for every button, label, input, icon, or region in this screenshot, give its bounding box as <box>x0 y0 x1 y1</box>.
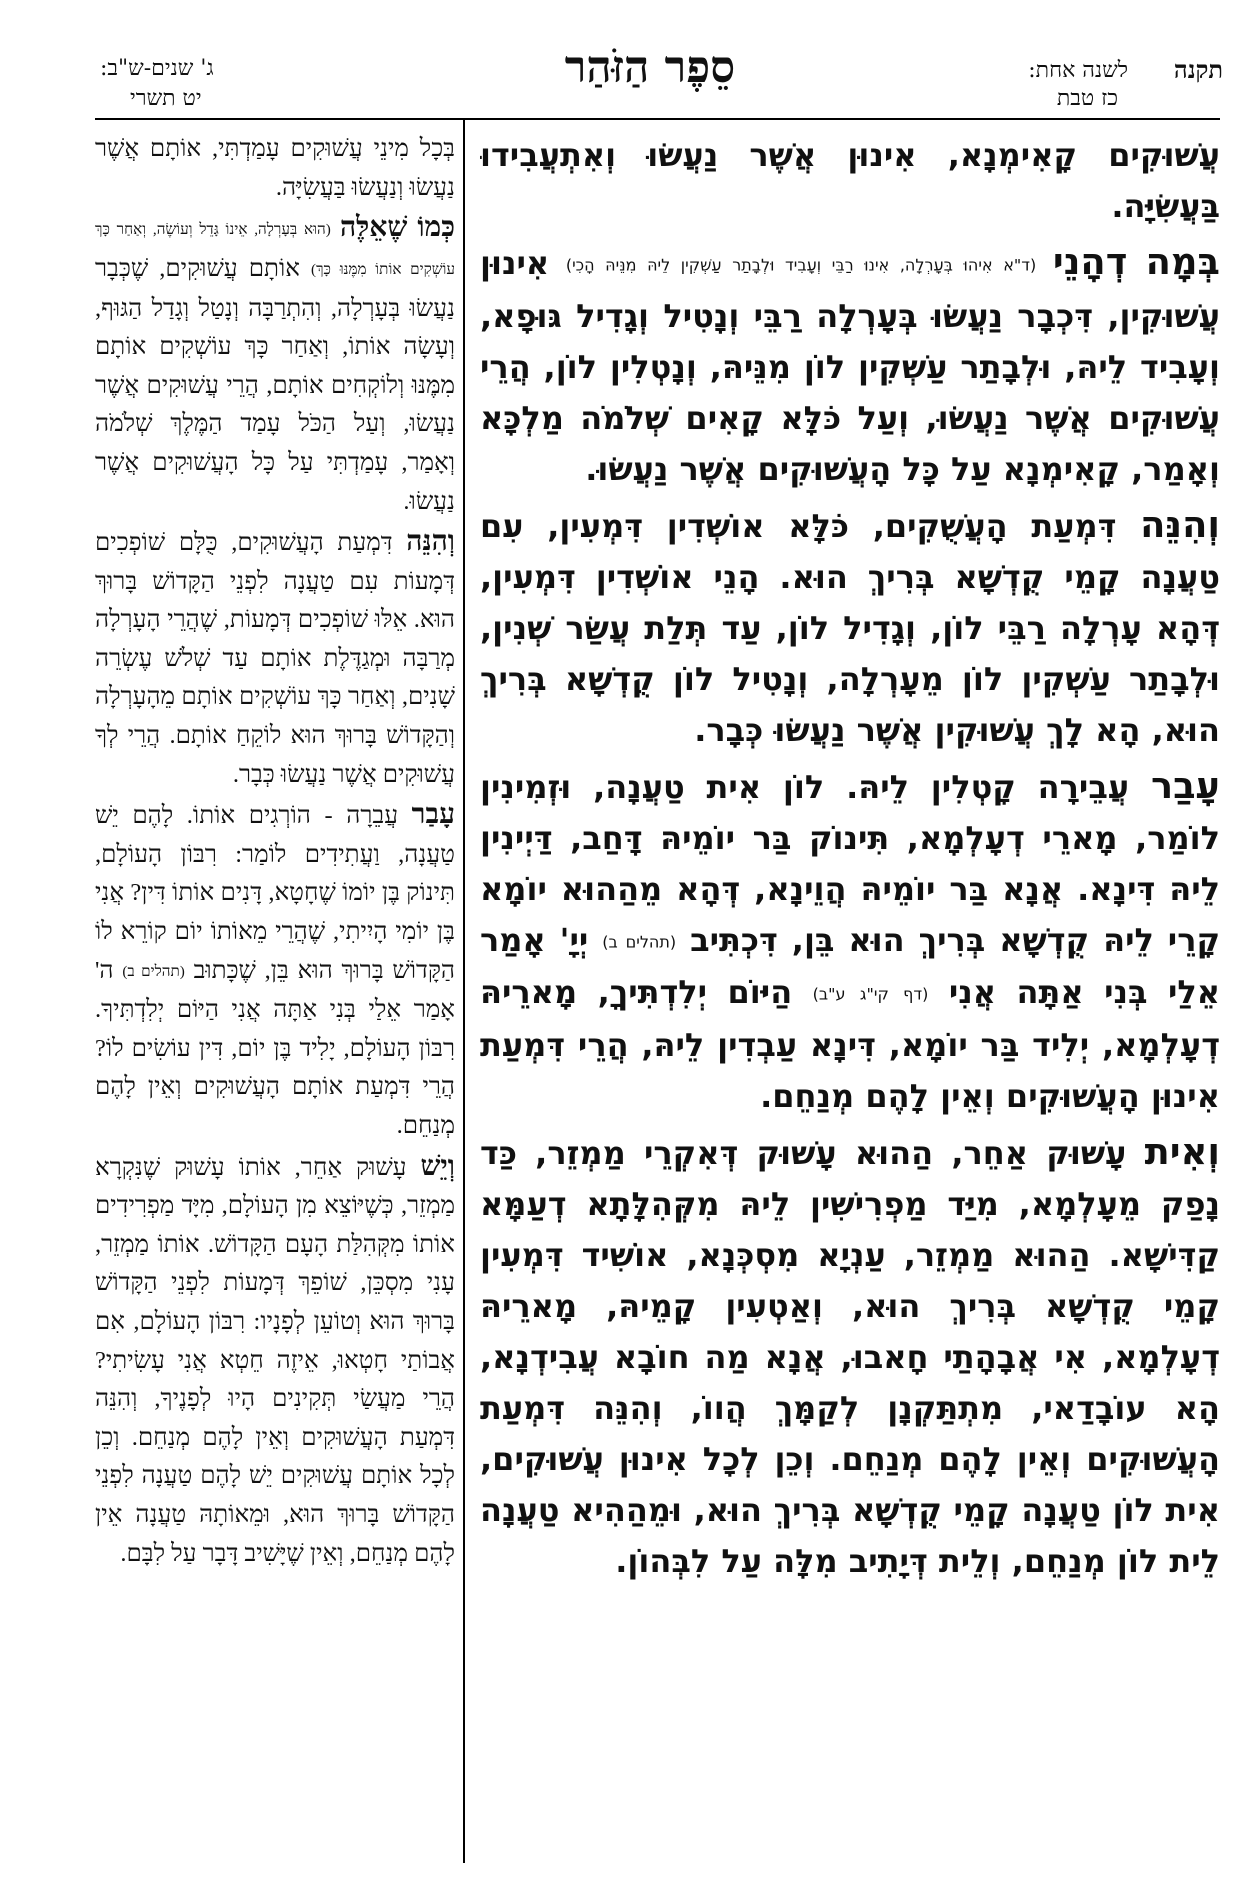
paragraph-text: עָשׁוּק אַחֵר, אוֹתוֹ עָשׁוּק שֶׁנִּקְרָא מַמְזֵר, כְּשֶׁיּוֹצֵא מִן הָעוֹלָם, מִיָּד מַפְרִידִים אוֹתוֹ מִקְּהִלַּת הָעָם הַקָּדוֹשׁ. אוֹתוֹ מַמְזֵר, עָנִי מִסְכֵּן, שׁוֹפֵךְ דְּמָעוֹת לִפְנֵי הַקָּדוֹשׁ בָּרוּךְ הוּא וְטוֹעֵן לְפָנָיו: רִבּוֹן הָעוֹלָם, אִם אֲבוֹתַי חָטְאוּ, אֵיזֶה חֵטְא אֲנִי עָשִׂיתִי? הֲרֵי מַעֲשַׂי תְּקִינִים הָיוּ לְפָנֶיךָ, וְהִנֵּה דִּמְעַת הָעֲשׁוּקִים וְאֵין לָהֶם מְנַחֵם. וְכֵן לְכָל אוֹתָם עֲשׁוּקִים יֵשׁ לָהֶם טַעֲנָה לִפְנֵי הַקָּדוֹשׁ בָּרוּךְ הוּא, וּמֵאוֹתָהּ טַעֲנָה אֵין לָהֶם מְנַחֵם, וְאֵין שֶׁיָּשִׁיב דָּבָר עַל לִבָּם. <box>95 1153 455 1567</box>
lead-word: בְּמָה דְהָנֵי <box>1052 240 1220 283</box>
column-divider <box>463 118 465 1863</box>
lead-word: כְּמוֹ שֶׁאֵלֶּה <box>339 212 455 244</box>
side-paragraph-1: בְּכָל מִינֵי עֲשׁוּקִים עָמַדְתִּי, אוֹתָם אֲשֶׁר נַעֲשׂוּ וְנַעֲשׂוּ בַּעֲשִׂיָּה. <box>95 135 455 201</box>
tikkun-label: תקנה <box>1173 55 1223 84</box>
paragraph-text: עֲבֵרָה - הוֹרְגִים אוֹתוֹ. לָהֶם יֵשׁ טַעֲנָה, וַעֲתִידִים לוֹמַר: רִבּוֹן הָעוֹלָם, תִּינוֹק בֶּן יוֹמוֹ שֶׁחָטָא, דָּנִים אוֹתוֹ דִּין? אֲנִי בֶּן יוֹמִי הָיִיתִי, שֶׁהֲרֵי מֵאוֹתוֹ יוֹם קוֹרֵא לוֹ הַקָּדוֹשׁ בָּרוּךְ הוּא בֵּן, שֶׁכָּתוּב <box>95 802 455 984</box>
header-divider <box>95 118 1220 120</box>
paragraph-text: ה' אָמַר אֵלַי בְּנִי אַתָּה אֲנִי הַיּוֹם יְלִדְתִּיךָ. רִבּוֹן הָעוֹלָם, יָלִיד בֶּן יוֹם, דִּין עוֹשִׂים לוֹ? הֲרֵי דִּמְעַת אוֹתָם הָעֲשׁוּקִים וְאֵין לָהֶם מְנַחֵם. <box>95 956 455 1140</box>
lead-word: וְהִנֵּה <box>1140 502 1220 546</box>
main-paragraph-2 <box>480 236 1220 495</box>
translation-column <box>95 130 455 1870</box>
lead-word: וְיֵשׁ <box>420 1150 455 1182</box>
lead-word: עָבַר <box>1150 763 1220 807</box>
paragraph-text: אִינוּן עֲשׁוּקִין, דִּכְבָר נַעֲשׂוּ בְּעָרְלָה רַבֵּי וְנָטִיל וְגָדִיל גּוּפָא, וְעָבִיד לֵיהּ, וּלְבָתַר עַשְׁקִין לוֹן מִנֵּיהּ, וְנָטְלִין לוֹן, הֲרֵי עֲשׁוּקִים אֲשֶׁר נַעֲשׂוּ, וְעַל כֹּלָּא קָאִים שְׁלֹמֹה מַלְכָּא וְאָמַר, קָאִימְנָא עַל כָּל הָעֲשׁוּקִים אֲשֶׁר נַעֲשׂוּ. <box>480 244 1220 488</box>
date-label: כז טבת <box>1056 86 1118 111</box>
date-years-label: יט תשרי <box>130 86 202 111</box>
page-title: סֵפֶר הַזֹּהַר <box>564 42 736 93</box>
verse-reference: (תהלים ב) <box>122 962 185 980</box>
paragraph-text: עָשׁוּק אַחֵר, הַהוּא עָשׁוּק דְּאִקְרֵי מַמְזֵר, כַּד נָפַק מֵעָלְמָא, מִיַּד מַפְרִישִׁין לֵיהּ מִקְּהִלָּתָא דְעַמָּא קַדִּישָׁא. הַהוּא מַמְזֵר, עַנְיָא מִסְכְּנָא, אוֹשִׁיד דִּמְעִין קָמֵי קֻדְשָׁא בְּרִיךְ הוּא, וְאַטְעִין קָמֵיהּ, מָארֵיהּ דְעָלְמָא, אִי אֲבָהָתַי חָאבוּ, אֲנָא מַה חוֹבָא עֲבִידְנָא, הָא עוֹבָדַאי, מִתְתַּקְנָן לְקַמָּךְ הֲווֹ, וְהִנֵּה דִּמְעַת הָעֲשׁוּקִים וְאֵין לָהֶם מְנַחֵם. וְכֵן לְכָל אִינוּן עֲשׁוּקִים, אִית לוֹן טַעֲנָה קָמֵי קֻדְשָׁא בְּרִיךְ הוּא, וּמֵהַהִיא טַעֲנָה לֵית לוֹן מְנַחֵם, וְלֵית דְּיָתִיב מִלָּה עַל לִבְּהוֹן. <box>480 1133 1220 1580</box>
main-paragraph-4 <box>480 760 1220 1122</box>
side-paragraph-4 <box>95 796 455 1145</box>
verse-reference: (תהלים ב) <box>602 932 677 951</box>
header-right <box>863 55 1223 115</box>
main-paragraph-1: עֲשׁוּקִים קָאִימְנָא, אִינוּן אֲשֶׁר נַעֲשׂוּ וְאִתְעֲבִידוּ בַּעֲשִׂיָּה. <box>480 136 1220 225</box>
header-left <box>100 55 340 115</box>
main-paragraph-5 <box>480 1126 1220 1587</box>
paragraph-text: יְיָ' אָמַר אֵלַי בְּנִי אַתָּה אֲנִי <box>480 920 1220 1011</box>
cycle-label: לשנה אחת: <box>1028 58 1128 83</box>
lead-word: וְהִנֵּה <box>406 526 455 558</box>
lead-word: וְאִית <box>1144 1129 1220 1173</box>
paragraph-text: דִּמְעַת הָעֲשׁוּקִים, כֻּלָּם שׁוֹפְכִים דְּמָעוֹת עִם טַעֲנָה לִפְנֵי הַקָּדוֹשׁ בָּרוּךְ הוּא. אֵלּוּ שׁוֹפְכִים דְּמָעוֹת, שֶׁהֲרֵי הָעָרְלָה מְרַבָּה וּמְגַדֶּלֶת אוֹתָם עַד שְׁלֹשׁ עֶשְׂרֵה שָׁנִים, וְאַחַר כָּךְ עוֹשְׁקִים אוֹתָם מֵהָעָרְלָה וְהַקָּדוֹשׁ בָּרוּךְ הוּא לוֹקֵחַ אוֹתָם. הֲרֵי לְךָ עֲשׁוּקִים אֲשֶׁר נַעֲשׂוּ כְּבָר. <box>95 529 455 788</box>
main-paragraph-3 <box>480 499 1220 756</box>
main-column <box>480 130 1220 1870</box>
variant-note: (ד"א אִיהוּ בְּעָרְלָה, אִינוּ רַבֵּי וְעָבִיד וּלְבָתַר עַשְׁקִין לֵיהּ מִנֵּיהּ הָכִי) <box>565 255 1037 275</box>
side-paragraph-5 <box>95 1148 455 1574</box>
side-paragraph-3 <box>95 523 455 794</box>
page-reference: (דף קי"ג ע"ב) <box>812 984 929 1004</box>
paragraph-text: אוֹתָם עֲשׁוּקִים, שֶׁכְּבָר נַעֲשׂוּ בְּעָרְלָה, וְהִתְרַבָּה וְנָטַל וְגָדַל הַגּוּף, וְעָשָׂה אוֹתוֹ, וְאַחַר כָּךְ עוֹשְׁקִים אוֹתָם מִמֶּנּוּ וְלוֹקְחִים אוֹתָם, הֲרֵי עֲשׁוּקִים אֲשֶׁר נַעֲשׂוּ, וְעַל הַכֹּל עָמַד הַמֶּלֶךְ שְׁלֹמֹה וְאָמַר, עָמַדְתִּי עַל כָּל הָעֲשׁוּקִים אֲשֶׁר נַעֲשׂוּ. <box>95 254 455 515</box>
lead-word: עָבַר <box>411 799 455 831</box>
paragraph-text: עֲבֵירָה קָטְלִין לֵיהּ. לוֹן אִית טַעֲנָה, וּזְמִינִין לוֹמַר, מָארֵי דְעָלְמָא, תִּינוֹק בַּר יוֹמֵיהּ דָּחַב, דַּיְינִין לֵיהּ דִּינָא. אֲנָא בַּר יוֹמֵיהּ הֲוֵינָא, דְּהָא מֵהַהוּא יוֹמָא קָרֵי לֵיהּ קֻדְשָׁא בְּרִיךְ הוּא בֵּן, דִּכְתִּיב <box>480 767 1220 959</box>
side-paragraph-2 <box>95 209 455 521</box>
paragraph-text: הַיּוֹם יְלִדְתִּיךָ, מָארֵיהּ דְעָלְמָא, יְלִיד בַּר יוֹמָא, דִּינָא עַבְדִין לֵיהּ, הֲרֵי דִּמְעַת אִינוּן הָעֲשׁוּקִים וְאֵין לָהֶם מְנַחֵם. <box>480 973 1220 1115</box>
cycle-years-label: ג' שנים-ש"ב: <box>100 56 214 81</box>
paragraph-text: דִּמְעַת הָעֲשֻׁקִים, כֹּלָּא אוֹשְׁדִין דִּמְעִין, עִם טַעֲנָה קָמֵי קֻדְשָׁא בְּרִיךְ הוּא. הָנֵי אוֹשְׁדִין דִּמְעִין, דְּהָא עָרְלָה רַבֵּי לוֹן, וְגָדִיל לוֹן, עַד תְּלַת עֲשַׂר שְׁנִין, וּלְבָתַר עַשְׁקִין לוֹן מֵעָרְלָה, וְנָטִיל לוֹן קֻדְשָׁא בְּרִיךְ הוּא, הָא לָךְ עֲשׁוּקִין אֲשֶׁר נַעֲשׂוּ כְּבָר. <box>480 506 1220 749</box>
variant-note: (הוּא בְּעָרְלָה, אֵינוֹ גָּדֵל וְעוֹשֶׂה, וְאַחַר כָּךְ עוֹשְׁקִים אוֹתוֹ מִמֶּנּוּ כָּךְ) <box>95 221 455 278</box>
